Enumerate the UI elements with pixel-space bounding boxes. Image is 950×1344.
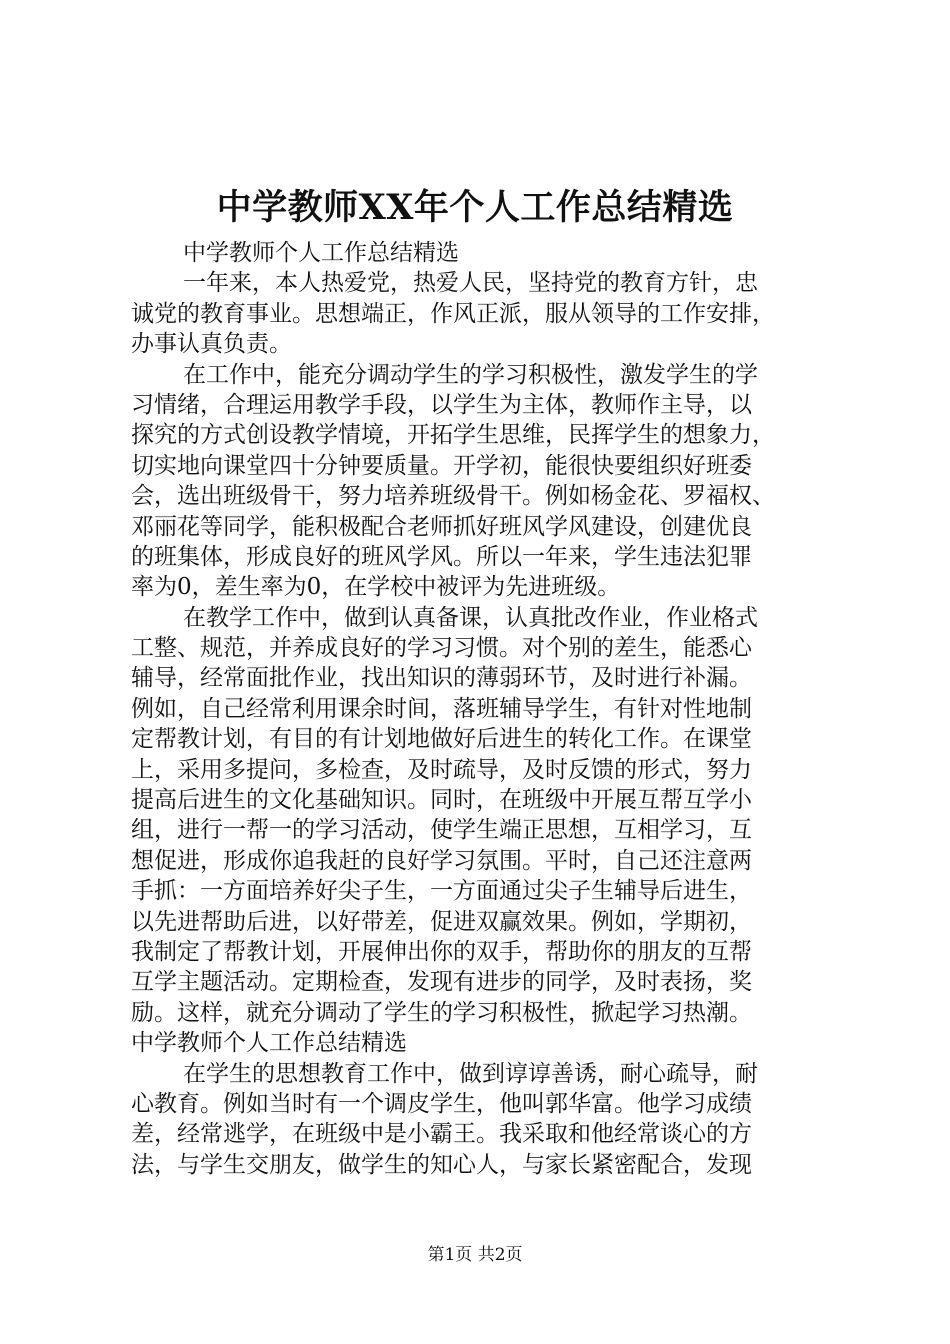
body-line: 诚党的教育事业。思想端正，作风正派，服从领导的工作安排， <box>131 300 775 327</box>
body-line: 组，进行一帮一的学习活动，使学生端正思想，互相学习，互 <box>131 817 752 844</box>
body-line: 中学教师个人工作总结精选 <box>183 240 459 266</box>
body-line: 工整、规范，并养成良好的学习习惯。对个别的差生，能悉心 <box>131 635 752 662</box>
body-line: 邓丽花等同学，能积极配合老师抓好班风学风建设，创建优良 <box>131 513 752 540</box>
body-line: 会，选出班级骨干，努力培养班级骨干。例如杨金花、罗福权、 <box>131 483 775 510</box>
page-footer: 第1页 共2页 <box>427 1245 523 1265</box>
body-line: 在工作中，能充分调动学生的学习积极性，激发学生的学 <box>183 361 758 388</box>
body-line: 习情绪，合理运用教学手段，以学生为主体，教师作主导，以 <box>131 391 752 418</box>
body-line: 心教育。例如当时有一个调皮学生，他叫郭华富。他学习成绩 <box>131 1090 752 1117</box>
body-line: 想促进，形成你追我赶的良好学习氛围。平时，自己还注意两 <box>131 847 752 874</box>
body-line: 探究的方式创设教学情境，开拓学生思维，民挥学生的想象力， <box>131 422 775 449</box>
body-line: 上，采用多提问，多检查，及时疏导，及时反馈的形式，努力 <box>131 756 752 783</box>
body-line: 定帮教计划，有目的有计划地做好后进生的转化工作。在课堂 <box>131 726 752 753</box>
body-line: 提高后进生的文化基础知识。同时，在班级中开展互帮互学小 <box>131 787 752 814</box>
body-line: 办事认真负责。 <box>131 331 292 358</box>
body-line: 以先进帮助后进，以好带差，促进双赢效果。例如，学期初， <box>131 908 752 935</box>
body-line: 手抓：一方面培养好尖子生，一方面通过尖子生辅导后进生， <box>131 878 752 905</box>
body-line: 我制定了帮教计划，开展伸出你的双手，帮助你的朋友的互帮 <box>131 938 752 965</box>
body-line: 中学教师个人工作总结精选 <box>131 1030 407 1057</box>
body-line: 在学生的思想教育工作中，做到谆谆善诱，耐心疏导，耐 <box>183 1060 758 1087</box>
body-line: 在教学工作中，做到认真备课，认真批改作业，作业格式 <box>183 604 758 631</box>
body-line: 率为0，差生率为0，在学校中被评为先进班级。 <box>131 574 621 601</box>
body-line: 互学主题活动。定期检查，发现有进步的同学，及时表扬，奖 <box>131 969 752 996</box>
body-line: 切实地向课堂四十分钟要质量。开学初，能很快要组织好班委 <box>131 452 752 479</box>
body-line: 辅导，经常面批作业，找出知识的薄弱环节，及时进行补漏。 <box>131 665 752 692</box>
body-line: 差，经常逃学，在班级中是小霸王。我采取和他经常谈心的方 <box>131 1121 752 1148</box>
body-line: 励。这样，就充分调动了学生的学习积极性，掀起学习热潮。 <box>131 999 752 1026</box>
body-line: 例如，自己经常利用课余时间，落班辅导学生，有针对性地制 <box>131 695 752 722</box>
document-body <box>131 238 831 1180</box>
body-line: 一年来，本人热爱党，热爱人民，坚持党的教育方针，忠 <box>183 270 758 297</box>
body-line: 的班集体，形成良好的班风学风。所以一年来，学生违法犯罪 <box>131 543 752 570</box>
document-title: 中学教师XX年个人工作总结精选 <box>216 187 734 228</box>
body-line: 法，与学生交朋友，做学生的知心人，与家长紧密配合，发现 <box>131 1151 752 1178</box>
